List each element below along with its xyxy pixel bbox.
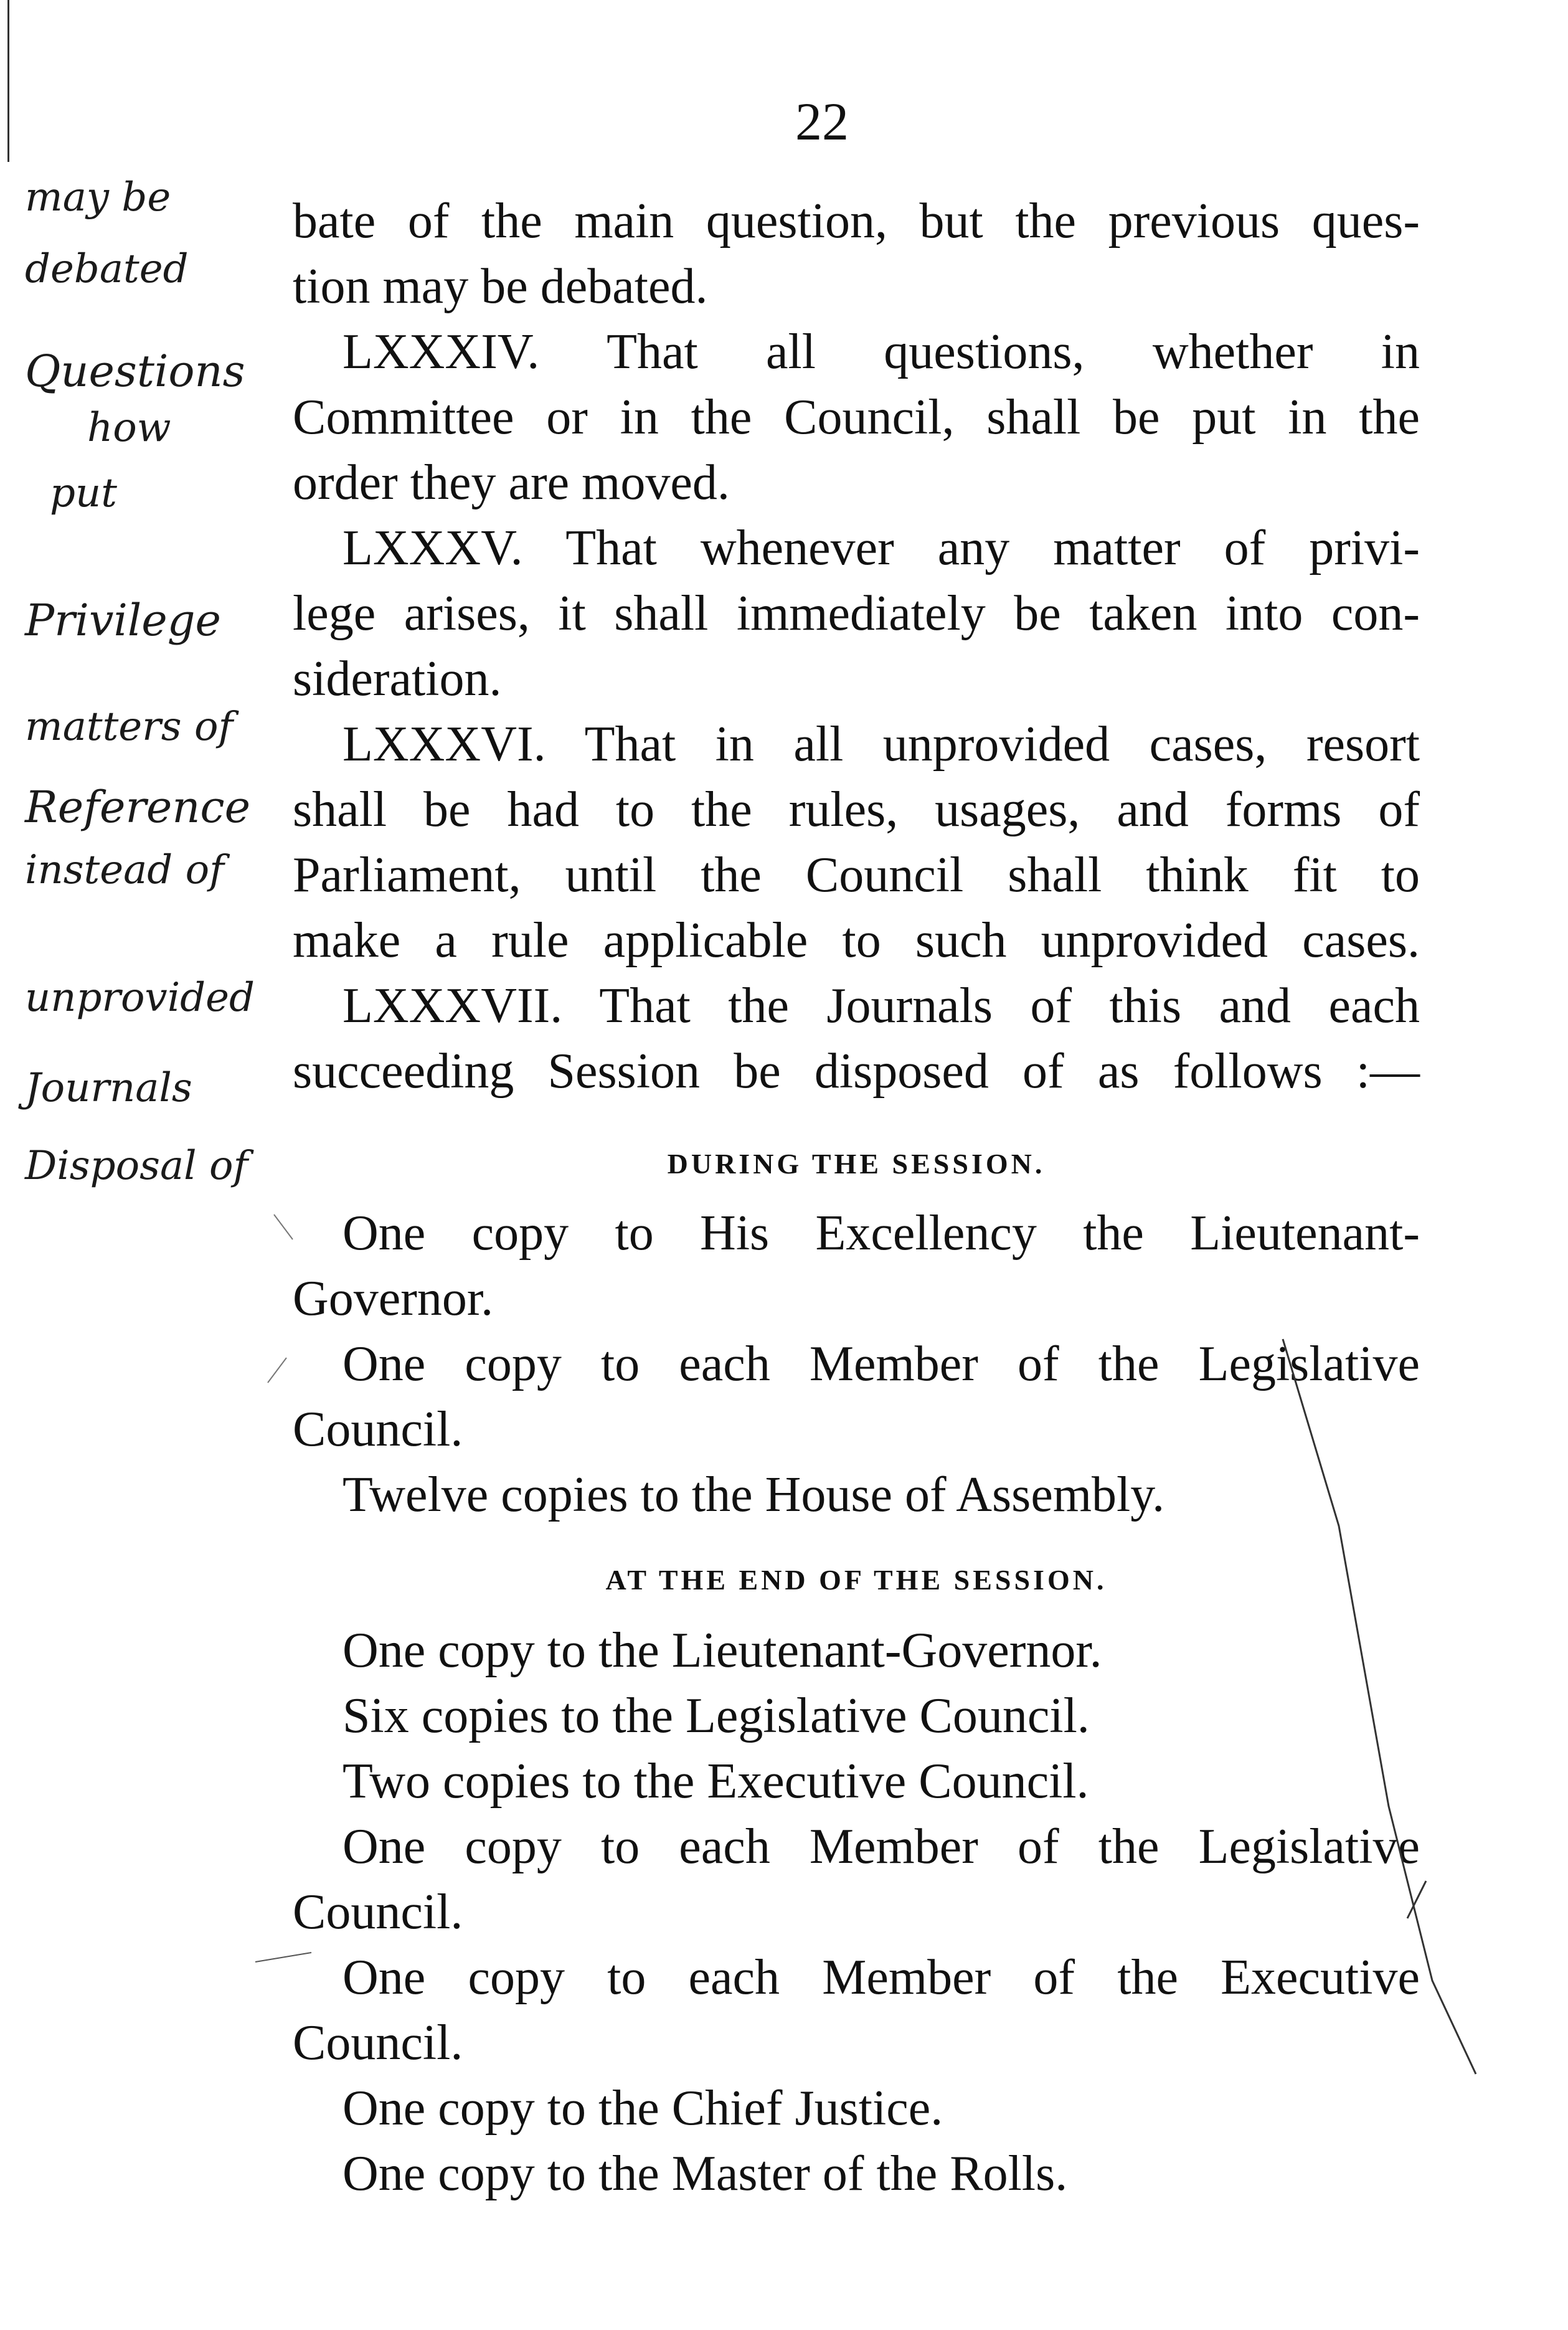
section-heading: DURING THE SESSION. (667, 1148, 1046, 1180)
text-line: make a rule applicable to such unprovided cases. (293, 913, 1420, 968)
text-line: Two copies to the Executive Council. (342, 1754, 1089, 1809)
text-line: Parliament, until the Council shall think fit to (293, 848, 1420, 902)
margin-note: unprovided (25, 975, 255, 1021)
text-line: sideration. (293, 651, 502, 706)
text-line: LXXXV. That whenever any matter of privi- (342, 521, 1420, 575)
text-line: Governor. (293, 1271, 494, 1326)
text-line: LXXXVII. That the Journals of this and each (342, 978, 1420, 1033)
left-edge-rule (7, 0, 9, 162)
margin-note: debated (25, 246, 189, 292)
text-line: One copy to each Member of the Executive (342, 1950, 1420, 2005)
text-line: One copy to His Excellency the Lieutenant- (342, 1206, 1420, 1261)
text-line: One copy to the Master of the Rolls. (342, 2146, 1068, 2201)
margin-note: Disposal of (25, 1143, 248, 1189)
margin-note: instead of (25, 847, 224, 893)
margin-note: Journals (25, 1065, 192, 1111)
text-line: Council. (293, 1402, 463, 1457)
margin-note: Reference (25, 782, 251, 833)
page-number: 22 (795, 92, 849, 151)
margin-note: Questions (25, 346, 245, 397)
section-heading: AT THE END OF THE SESSION. (605, 1564, 1107, 1596)
text-line: lege arises, it shall immediately be taken into con- (293, 586, 1420, 641)
margin-note: put (50, 470, 117, 516)
text-line: One copy to each Member of the Legislative (342, 1819, 1420, 1874)
text-line: Council. (293, 2015, 463, 2070)
text-line: bate of the main question, but the previous ques- (293, 194, 1420, 249)
text-line: One copy to the Chief Justice. (342, 2081, 943, 2136)
text-line: Six copies to the Legislative Council. (342, 1688, 1090, 1743)
text-line: Twelve copies to the House of Assembly. (342, 1467, 1165, 1522)
text-line: Council. (293, 1885, 463, 1939)
text-line: succeeding Session be disposed of as follows :— (293, 1044, 1420, 1099)
text-line: Committee or in the Council, shall be put in the (293, 390, 1420, 445)
text-line: LXXXVI. That in all unprovided cases, resort (342, 717, 1420, 772)
margin-note: Privilege (25, 595, 221, 646)
margin-note: how (87, 405, 171, 451)
margin-note: matters of (25, 704, 234, 750)
text-line: One copy to each Member of the Legislative (342, 1337, 1420, 1391)
text-line: shall be had to the rules, usages, and forms of (293, 782, 1420, 837)
text-line: LXXXIV. That all questions, whether in (342, 324, 1420, 379)
text-line: One copy to the Lieutenant-Governor. (342, 1623, 1102, 1678)
text-line: order they are moved. (293, 455, 730, 510)
text-line: tion may be debated. (293, 259, 708, 314)
margin-note: may be (25, 174, 171, 220)
